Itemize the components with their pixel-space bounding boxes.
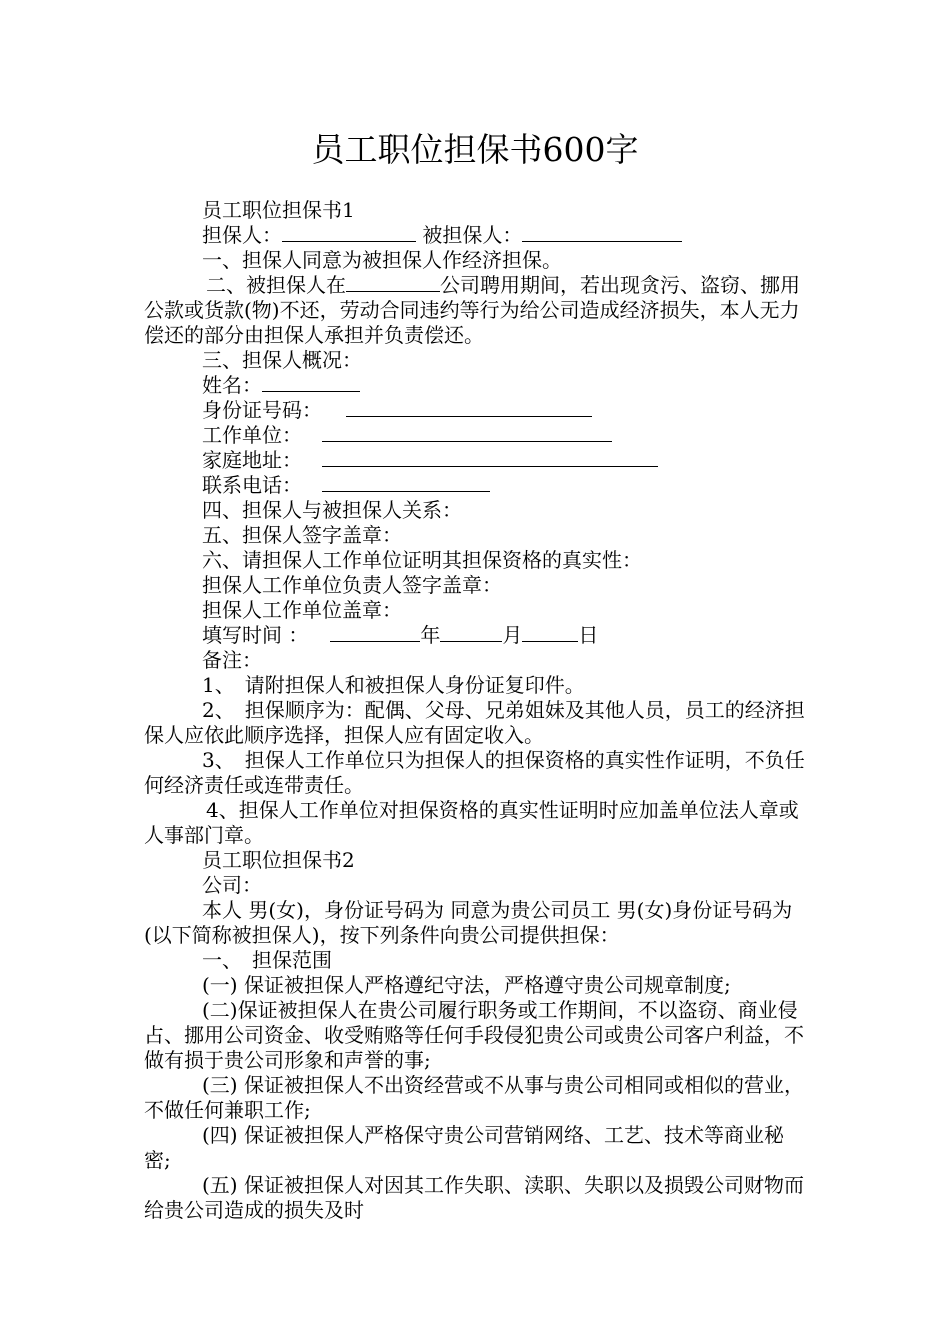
scope-item-2: (二)保证被担保人在贵公司履行职务或工作期间，不以盗窃、商业侵占、挪用公司资金、收受贿赂等任何手段侵犯贵公司或贵公司客户利益，不做有损于贵公司形象和声誉的事; [144, 998, 804, 1072]
scope-item-3: (三) 保证被担保人不出资经营或不从事与贵公司相同或相似的营业，不做任何兼职工作; [144, 1073, 804, 1122]
note-4: 4、担保人工作单位对担保资格的真实性证明时应加盖单位法人章或人事部门章。 [144, 798, 799, 847]
guaranteed-label: 被担保人： [422, 223, 523, 247]
guaranteed-blank [522, 223, 682, 242]
note-1: 1、 请附担保人和被担保人身份证复印件。 [202, 673, 585, 697]
month-label: 月 [502, 623, 523, 647]
date-line [144, 623, 808, 648]
work-blank [322, 423, 612, 442]
guarantor-label: 担保人： [202, 223, 282, 247]
clause-4: 四、担保人与被担保人关系： [202, 498, 462, 522]
section-heading-2: 员工职位担保书2 [202, 848, 355, 872]
id-blank [346, 398, 592, 417]
clause-2-rest: 公司聘用期间，若出现贪污、盗窃、挪用公款或货款(物)不还，劳动合同违约等行为给公司造成经济损失，本人无力偿还的部分由担保人承担并负责偿还。 [144, 273, 800, 347]
work-label: 工作单位： [202, 423, 302, 447]
note-2: 2、 担保顺序为：配偶、父母、兄弟姐妹及其他人员，员工的经济担保人应依此顺序选择，担保人应有固定收入。 [144, 698, 805, 747]
day-blank [522, 623, 578, 642]
home-blank [322, 448, 658, 467]
year-label: 年 [420, 623, 441, 647]
work-line [144, 423, 808, 448]
document-title: 员工职位担保书600字 [311, 130, 639, 169]
guarantor-blank [282, 223, 416, 242]
company-blank [346, 273, 440, 292]
phone-blank [322, 473, 490, 492]
leader-sign-line: 担保人工作单位负责人签字盖章： [202, 573, 502, 597]
scope-item-4: (四) 保证被担保人严格保守贵公司营销网络、工艺、技术等商业秘密; [144, 1123, 784, 1172]
guarantor-line [144, 223, 808, 248]
id-line [144, 398, 808, 423]
year-blank [330, 623, 420, 642]
phone-label: 联系电话： [202, 473, 302, 497]
name-blank [262, 373, 360, 392]
id-label: 身份证号码： [202, 398, 322, 422]
note-3: 3、 担保人工作单位只为担保人的担保资格的真实性作证明，不负任何经济责任或连带责任。 [144, 748, 805, 797]
clause-6: 六、请担保人工作单位证明其担保资格的真实性： [202, 548, 642, 572]
intro-paragraph: 本人 男(女)，身份证号码为 同意为贵公司员工 男(女)身份证号码为 (以下简称被担保人)，按下列条件向贵公司提供担保： [144, 898, 793, 947]
scope-item-5: (五) 保证被担保人对因其工作失职、渎职、失职以及损毁公司财物而给贵公司造成的损失及时 [144, 1173, 804, 1222]
name-line [144, 373, 808, 398]
home-line [144, 448, 808, 473]
company-salutation: 公司： [202, 873, 262, 897]
scope-item-1: (一) 保证被担保人严格遵纪守法，严格遵守贵公司规章制度; [202, 973, 731, 997]
home-label: 家庭地址： [202, 448, 302, 472]
notes-label: 备注： [202, 648, 262, 672]
month-blank [440, 623, 502, 642]
day-label: 日 [578, 623, 599, 647]
clause-2-start: 二、被担保人在 [206, 273, 346, 297]
date-label: 填写时间 ： [202, 623, 309, 647]
clause-1: 一、担保人同意为被担保人作经济担保。 [202, 248, 562, 272]
section-heading-1: 员工职位担保书1 [202, 198, 355, 222]
unit-seal-line: 担保人工作单位盖章： [202, 598, 402, 622]
document-body [144, 198, 808, 1223]
clause-3: 三、担保人概况： [202, 348, 362, 372]
name-label: 姓名： [202, 373, 262, 397]
clause-5: 五、担保人签字盖章： [202, 523, 402, 547]
scope-heading: 一、 担保范围 [202, 948, 332, 972]
clause-2 [144, 273, 808, 348]
phone-line [144, 473, 808, 498]
